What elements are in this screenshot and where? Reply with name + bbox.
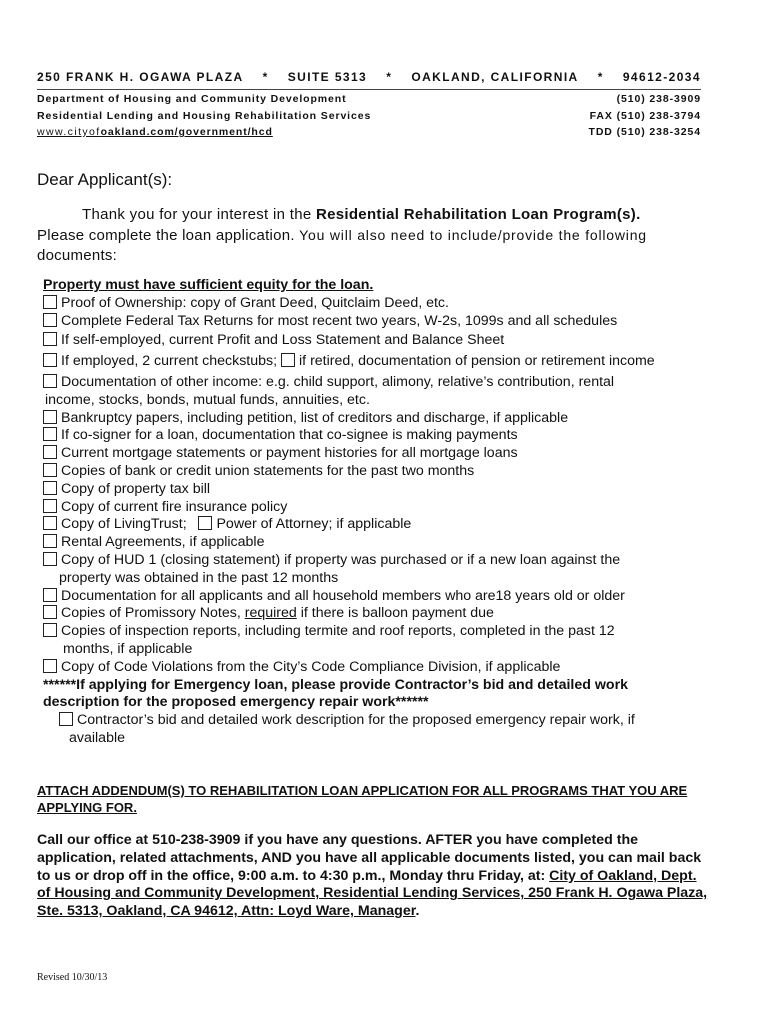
checkbox[interactable] — [43, 499, 57, 513]
emergency-note-cont: description for the proposed emergency repair work****** — [43, 694, 429, 711]
checklist-heading: Property must have sufficient equity for the loan. — [43, 277, 374, 293]
checkbox[interactable] — [43, 374, 57, 388]
checkbox[interactable] — [43, 481, 57, 495]
checkbox[interactable] — [198, 516, 212, 530]
checklist-item-cont: available — [69, 729, 126, 746]
header-rule — [37, 89, 701, 90]
checkbox[interactable] — [43, 445, 57, 459]
document-checklist — [43, 277, 703, 748]
street-address: 250 FRANK H. OGAWA PLAZA — [37, 70, 244, 84]
checklist-item: Copy of property tax bill — [43, 481, 703, 499]
checkbox[interactable] — [43, 295, 57, 309]
checklist-item: Proof of Ownership: copy of Grant Deed, Quitclaim Deed, etc. — [43, 295, 703, 313]
checkbox[interactable] — [43, 463, 57, 477]
checkbox[interactable] — [43, 623, 57, 637]
checkbox[interactable] — [59, 712, 73, 726]
checkbox[interactable] — [281, 353, 295, 367]
contact-instructions: Call our office at 510-238-3909 if you have any questions. AFTER you have completed the application, related attachments, AND you have all applicable documents listed, you can mail back to us or drop off in the office, 9:00 a.m. to 4:30 p.m., Monday thru Friday, at: City of Oakland, Dept. of Housing and Community Development, Residential Lending Services, 250 Frank H. Ogawa Plaza, Ste. 5313, Oakland, CA 94612, Attn: Loyd Ware, Manager. — [37, 832, 708, 920]
checklist-item: Complete Federal Tax Returns for most recent two years, W-2s, 1099s and all schedules — [43, 313, 703, 331]
checklist-item: Copies of bank or credit union statements for the past two months — [43, 463, 703, 481]
checkbox[interactable] — [43, 313, 57, 327]
phone: (510) 238-3909 — [616, 93, 701, 105]
checkbox[interactable] — [43, 353, 57, 367]
checkbox[interactable] — [43, 588, 57, 602]
checkbox[interactable] — [43, 552, 57, 566]
checklist-item: Copies of Promissory Notes, required if there is balloon payment due — [43, 605, 703, 623]
intro-paragraph: Thank you for your interest in the Residential Rehabilitation Loan Program(s). Please complete the loan application. You will also need to include/provide the following documents: — [37, 206, 647, 264]
city: OAKLAND, CALIFORNIA — [411, 70, 579, 84]
fax: FAX (510) 238-3794 — [589, 110, 701, 122]
checklist-item: Copy of Code Violations from the City’s Code Compliance Division, if applicable — [43, 659, 703, 677]
checklist-item: Copy of current fire insurance policy — [43, 499, 703, 517]
checkbox[interactable] — [43, 410, 57, 424]
division: Residential Lending and Housing Rehabilitation Services — [37, 110, 372, 122]
checkbox[interactable] — [43, 659, 57, 673]
separator: * — [386, 70, 393, 84]
attach-addendum-notice: ATTACH ADDENDUM(S) TO REHABILITATION LOAN APPLICATION FOR ALL PROGRAMS THAT YOU ARE APPLYING FOR. — [37, 783, 688, 815]
checklist-item: If employed, 2 current checkstubs; if retired, documentation of pension or retirement income — [43, 353, 703, 371]
revision-date: Revised 10/30/13 — [37, 972, 108, 983]
checklist-item: Copies of inspection reports, including termite and roof reports, completed in the past 12 — [43, 623, 703, 641]
checkbox[interactable] — [43, 605, 57, 619]
checklist-item: Copy of LivingTrust; Power of Attorney; if applicable — [43, 516, 703, 534]
checkbox[interactable] — [43, 534, 57, 548]
greeting: Dear Applicant(s): — [37, 170, 173, 189]
checklist-item-cont: months, if applicable — [63, 640, 193, 657]
checklist-item: If co-signer for a loan, documentation that co-signee is making payments — [43, 427, 703, 445]
separator: * — [262, 70, 269, 84]
letterhead-address-line — [37, 70, 701, 84]
checkbox[interactable] — [43, 516, 57, 530]
zip: 94612-2034 — [622, 70, 701, 84]
checklist-item: Documentation for all applicants and all household members who are18 years old or older — [43, 588, 703, 606]
checklist-item-cont: income, stocks, bonds, mutual funds, annuities, etc. — [45, 391, 370, 408]
checkbox[interactable] — [43, 427, 57, 441]
checkbox[interactable] — [43, 332, 57, 346]
department: Department of Housing and Community Development — [37, 93, 347, 105]
checklist-item-cont: property was obtained in the past 12 months — [59, 569, 339, 586]
checklist-item: Copy of HUD 1 (closing statement) if property was purchased or if a new loan against the — [43, 552, 703, 570]
mailing-address: City of Oakland, Dept. of Housing and Community Development, Residential Lending Services, 250 Frank H. Ogawa Plaza, Ste. 5313, Oakland, CA 94612, Attn: Loyd Ware, Manager — [37, 867, 708, 920]
suite: SUITE 5313 — [287, 70, 368, 84]
separator: * — [597, 70, 604, 84]
checklist-item: Contractor’s bid and detailed work description for the proposed emergency repair work, if — [43, 712, 703, 730]
program-name: Residential Rehabilitation Loan Program(s). — [315, 206, 641, 223]
tdd: TDD (510) 238-3254 — [588, 126, 701, 138]
checklist-item: Current mortgage statements or payment histories for all mortgage loans — [43, 445, 703, 463]
website-link[interactable]: www.cityofoakland.com/government/hcd — [37, 126, 273, 138]
checklist-item: If self-employed, current Profit and Loss Statement and Balance Sheet — [43, 332, 703, 350]
checklist-item: Bankruptcy papers, including petition, list of creditors and discharge, if applicable — [43, 410, 703, 428]
checklist-item: Documentation of other income: e.g. child support, alimony, relative’s contribution, rental — [43, 374, 703, 392]
emergency-note: ******If applying for Emergency loan, please provide Contractor’s bid and detailed work — [43, 676, 628, 693]
checklist-item: Rental Agreements, if applicable — [43, 534, 703, 552]
